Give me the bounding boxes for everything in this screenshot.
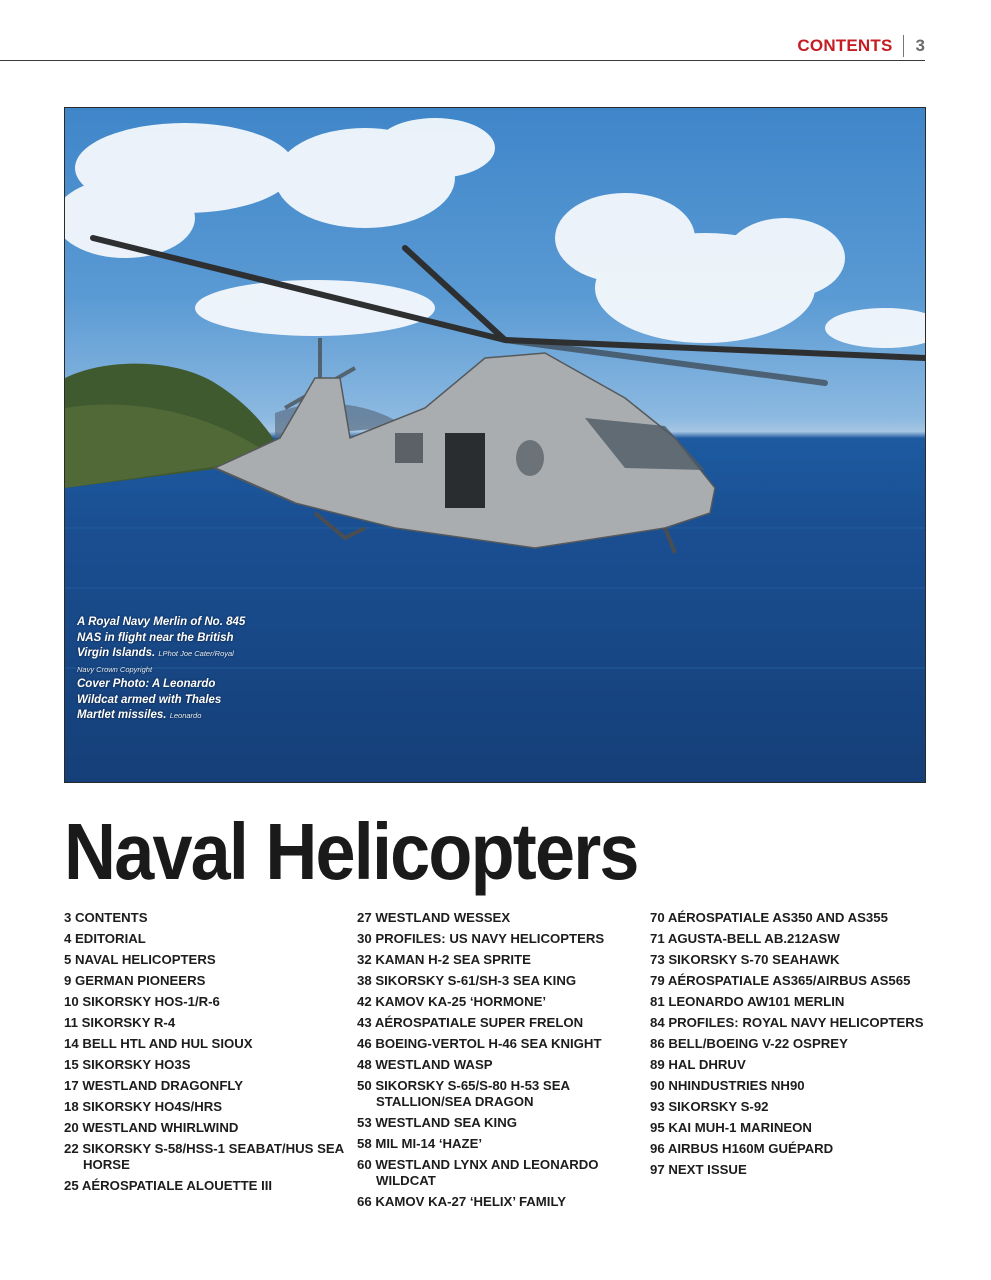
toc-item[interactable]: 10 SIKORSKY HOS-1/R-6 <box>64 994 220 1009</box>
toc-item[interactable]: 86 BELL/BOEING V-22 OSPREY <box>650 1036 848 1051</box>
toc-item[interactable]: 93 SIKORSKY S-92 <box>650 1099 769 1114</box>
toc-item[interactable]: 50 SIKORSKY S-65/S-80 H-53 SEA STALLION/SEA DRAGON <box>357 1078 570 1109</box>
toc-item[interactable]: 66 KAMOV KA-27 ‘HELIX’ FAMILY <box>357 1194 567 1209</box>
page-number: 3 <box>915 36 925 55</box>
toc-item[interactable]: 27 WESTLAND WESSEX <box>357 910 511 925</box>
toc-item[interactable]: 95 KAI MUH-1 MARINEON <box>650 1120 812 1135</box>
toc-item[interactable]: 73 SIKORSKY S-70 SEAHAWK <box>650 952 840 967</box>
toc-item[interactable]: 89 HAL DHRUV <box>650 1057 746 1072</box>
toc-item[interactable]: 9 GERMAN PIONEERS <box>64 973 206 988</box>
toc-column-2 <box>357 910 637 1215</box>
toc-item[interactable]: 18 SIKORSKY HO4S/HRS <box>64 1099 223 1114</box>
page-header <box>797 34 925 58</box>
caption-main: A Royal Navy Merlin of No. 845 NAS in flight near the British Virgin Islands. <box>77 616 246 659</box>
header-divider <box>903 35 904 57</box>
clouds <box>65 118 926 348</box>
toc-item[interactable]: 38 SIKORSKY S-61/SH-3 SEA KING <box>357 973 577 988</box>
toc-item[interactable]: 60 WESTLAND LYNX AND LEONARDO WILDCAT <box>357 1157 599 1188</box>
toc-item[interactable]: 20 WESTLAND WHIRLWIND <box>64 1120 239 1135</box>
caption-credit: LPhot Joe Cater/Royal Navy Crown Copyright <box>77 649 234 674</box>
toc-item[interactable]: 46 BOEING-VERTOL H-46 SEA KNIGHT <box>357 1036 602 1051</box>
toc-item[interactable]: 14 BELL HTL AND HUL SIOUX <box>64 1036 253 1051</box>
toc-column-1 <box>64 910 344 1199</box>
toc-item[interactable]: 97 NEXT ISSUE <box>650 1162 747 1177</box>
toc-item[interactable]: 25 AÉROSPATIALE ALOUETTE III <box>64 1178 273 1193</box>
toc-item[interactable]: 79 AÉROSPATIALE AS365/AIRBUS AS565 <box>650 973 911 988</box>
toc-item[interactable]: 32 KAMAN H-2 SEA SPRITE <box>357 952 531 967</box>
page-title: Naval Helicopters <box>64 807 638 896</box>
toc-item[interactable]: 17 WESTLAND DRAGONFLY <box>64 1078 244 1093</box>
toc-item[interactable]: 81 LEONARDO AW101 MERLIN <box>650 994 845 1009</box>
toc-item[interactable]: 3 CONTENTS <box>64 910 148 925</box>
toc-column-3 <box>650 910 925 1183</box>
toc-item[interactable]: 15 SIKORSKY HO3S <box>64 1057 191 1072</box>
toc-item[interactable]: 58 MIL MI-14 ‘HAZE’ <box>357 1136 483 1151</box>
toc-item[interactable]: 70 AÉROSPATIALE AS350 AND AS355 <box>650 910 888 925</box>
toc-item[interactable]: 22 SIKORSKY S-58/HSS-1 SEABAT/HUS SEA HORSE <box>64 1141 344 1172</box>
toc-item[interactable]: 4 EDITORIAL <box>64 931 146 946</box>
toc-item[interactable]: 96 AIRBUS H160M GUÉPARD <box>650 1141 834 1156</box>
section-label: CONTENTS <box>797 36 893 55</box>
header-rule <box>0 60 925 61</box>
caption-cover: Cover Photo: A Leonardo Wildcat armed with Thales Martlet missiles. <box>77 678 222 721</box>
toc-item[interactable]: 42 KAMOV KA-25 ‘HORMONE’ <box>357 994 547 1009</box>
toc-item[interactable]: 90 NHINDUSTRIES NH90 <box>650 1078 805 1093</box>
toc-item[interactable]: 48 WESTLAND WASP <box>357 1057 493 1072</box>
fuselage <box>215 353 715 553</box>
cover-credit: Leonardo <box>169 711 202 720</box>
toc-item[interactable]: 43 AÉROSPATIALE SUPER FRELON <box>357 1015 584 1030</box>
toc-item[interactable]: 84 PROFILES: ROYAL NAVY HELICOPTERS <box>650 1015 924 1030</box>
photo-caption <box>77 615 252 724</box>
toc-item[interactable]: 53 WESTLAND SEA KING <box>357 1115 517 1130</box>
toc-item[interactable]: 30 PROFILES: US NAVY HELICOPTERS <box>357 931 605 946</box>
toc-item[interactable]: 5 NAVAL HELICOPTERS <box>64 952 216 967</box>
toc-item[interactable]: 71 AGUSTA-BELL AB.212ASW <box>650 931 840 946</box>
toc-item[interactable]: 11 SIKORSKY R-4 <box>64 1015 176 1030</box>
